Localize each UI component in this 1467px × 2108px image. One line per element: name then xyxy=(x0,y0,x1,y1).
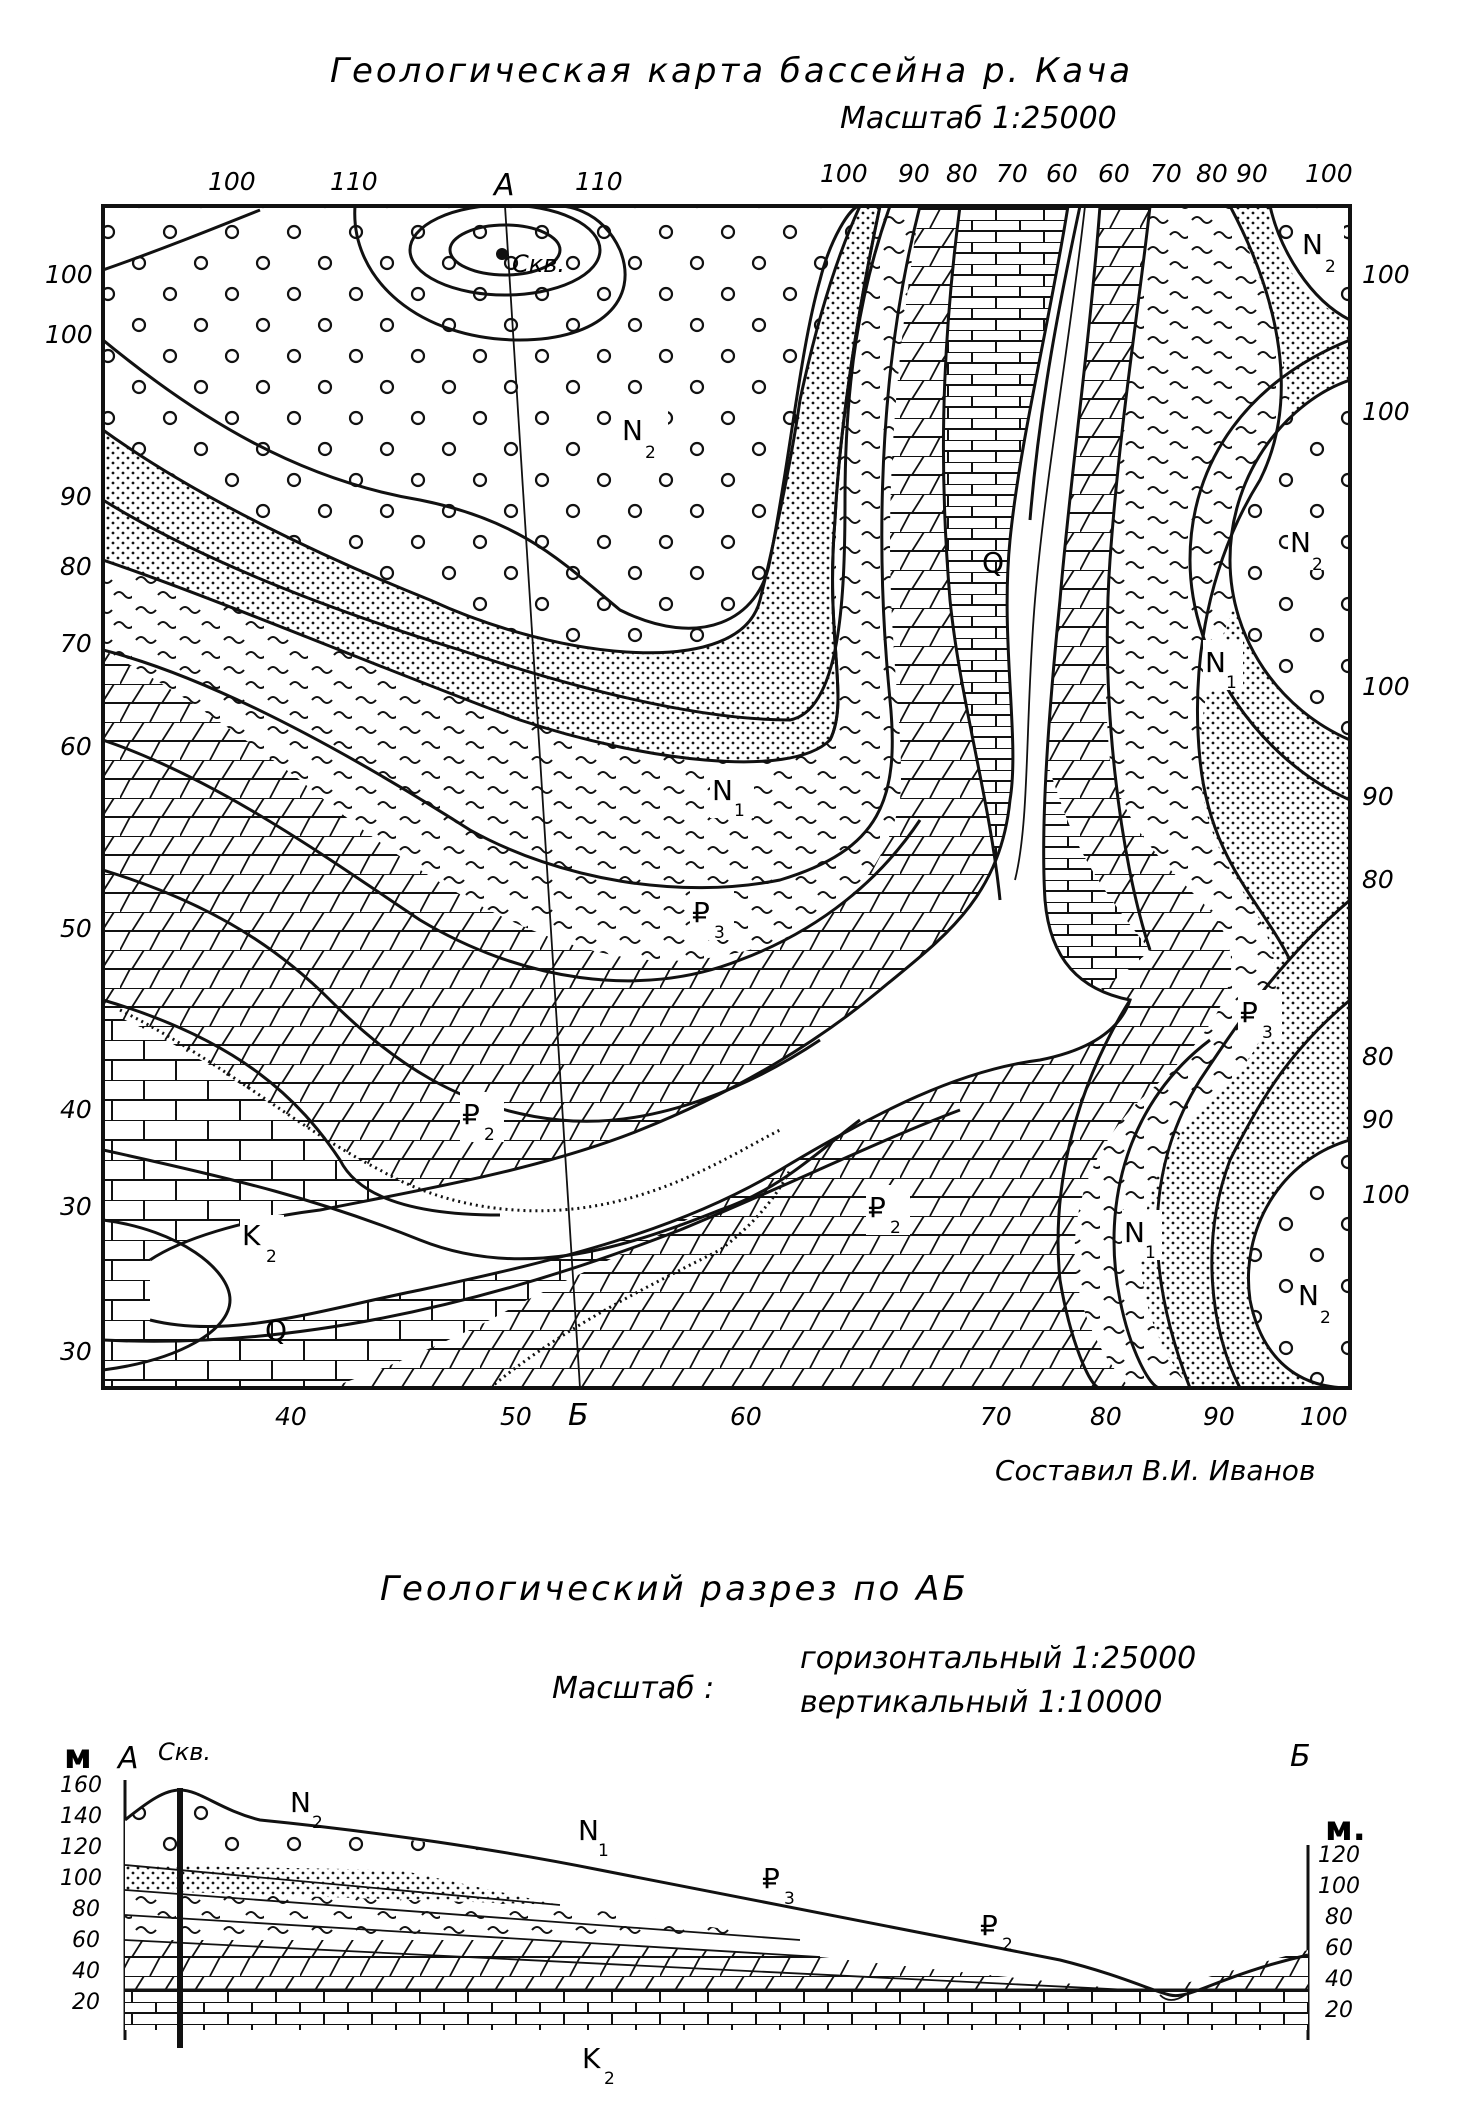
svg-text:N: N xyxy=(712,774,733,807)
svg-text:N: N xyxy=(1302,228,1323,261)
svg-text:N: N xyxy=(622,414,643,447)
tick-left-3: 90 xyxy=(60,482,92,511)
tick-top-11: 80 xyxy=(1196,159,1228,188)
svg-text:1: 1 xyxy=(734,801,745,821)
tick-top-3: 110 xyxy=(575,167,623,196)
tick-top-4: 100 xyxy=(820,159,868,188)
section-label-k2 xyxy=(582,2042,615,2089)
section-tick-right-6: 20 xyxy=(1325,1998,1353,2023)
section-unit-left: м xyxy=(64,1737,92,1777)
svg-text:2: 2 xyxy=(1312,555,1323,575)
section-scale-label: Масштаб : xyxy=(552,1671,715,1706)
tick-right-1: 100 xyxy=(1362,260,1410,289)
section-tick-left-1: 160 xyxy=(60,1773,102,1798)
svg-text:2: 2 xyxy=(645,443,656,463)
section-unit-right: м. xyxy=(1325,1809,1366,1849)
section-point-b: Б xyxy=(1290,1739,1311,1774)
section-tick-right-3: 80 xyxy=(1325,1905,1353,1930)
tick-top-12: 90 xyxy=(1236,159,1268,188)
tick-right-4: 90 xyxy=(1362,782,1394,811)
tick-left-10: 30 xyxy=(60,1337,92,1366)
tick-left-4: 80 xyxy=(60,552,92,581)
section-tick-left-2: 140 xyxy=(60,1804,102,1829)
tick-bottom-4: 70 xyxy=(980,1402,1012,1431)
svg-text:N: N xyxy=(1298,1279,1319,1312)
section-borehole-label: Скв. xyxy=(158,1738,212,1766)
tick-left-8: 40 xyxy=(60,1095,92,1124)
svg-text:2: 2 xyxy=(312,1813,323,1833)
tick-left-5: 70 xyxy=(60,629,92,658)
tick-top-7: 70 xyxy=(996,159,1028,188)
point-a-label: А xyxy=(494,168,515,203)
section-scale-vertical: вертикальный 1:10000 xyxy=(800,1685,1163,1720)
tick-top-10: 70 xyxy=(1150,159,1182,188)
section-label-n1 xyxy=(578,1814,609,1861)
svg-text:N: N xyxy=(1124,1216,1145,1249)
svg-text:2: 2 xyxy=(1325,257,1336,277)
tick-bottom-1: 40 xyxy=(275,1402,307,1431)
borehole-label: Скв. xyxy=(512,250,566,278)
tick-left-6: 60 xyxy=(60,732,92,761)
svg-text:2: 2 xyxy=(484,1125,495,1145)
svg-text:2: 2 xyxy=(266,1247,277,1267)
svg-text:₽: ₽ xyxy=(868,1191,886,1224)
section-tick-right-4: 60 xyxy=(1325,1936,1353,1961)
svg-text:K: K xyxy=(242,1219,261,1252)
svg-text:2: 2 xyxy=(1002,1935,1013,1955)
svg-text:3: 3 xyxy=(714,923,725,943)
svg-text:3: 3 xyxy=(1262,1023,1273,1043)
svg-text:1: 1 xyxy=(1145,1243,1156,1263)
tick-top-6: 80 xyxy=(946,159,978,188)
svg-text:2: 2 xyxy=(1320,1308,1331,1328)
tick-bottom-7: 100 xyxy=(1300,1402,1348,1431)
svg-text:N: N xyxy=(1290,526,1311,559)
tick-left-7: 50 xyxy=(60,914,92,943)
svg-text:K: K xyxy=(582,2042,601,2075)
tick-top-13: 100 xyxy=(1305,159,1353,188)
svg-text:N: N xyxy=(1205,646,1226,679)
tick-top-9: 60 xyxy=(1098,159,1130,188)
svg-text:N: N xyxy=(578,1814,599,1847)
tick-bottom-6: 90 xyxy=(1203,1402,1235,1431)
svg-text:N: N xyxy=(290,1786,311,1819)
tick-top-8: 60 xyxy=(1046,159,1078,188)
map-author: Составил В.И. Иванов xyxy=(995,1454,1316,1487)
tick-right-8: 100 xyxy=(1362,1180,1410,1209)
section-tick-left-4: 100 xyxy=(60,1866,102,1891)
tick-right-2: 100 xyxy=(1362,397,1410,426)
section-tick-right-1: 120 xyxy=(1318,1843,1360,1868)
section-tick-left-8: 20 xyxy=(72,1990,100,2015)
tick-right-3: 100 xyxy=(1362,672,1410,701)
tick-left-9: 30 xyxy=(60,1192,92,1221)
map-scale: Масштаб 1:25000 xyxy=(840,101,1117,136)
tick-left-1: 100 xyxy=(45,260,93,289)
tick-right-6: 80 xyxy=(1362,1042,1394,1071)
formation-label-n2-east xyxy=(1288,520,1332,575)
section-tick-left-5: 80 xyxy=(72,1897,100,1922)
svg-text:1: 1 xyxy=(1226,673,1237,693)
tick-bottom-5: 80 xyxy=(1090,1402,1122,1431)
tick-left-2: 100 xyxy=(45,320,93,349)
svg-text:₽: ₽ xyxy=(1240,996,1258,1029)
formation-label-p2-center xyxy=(866,1185,910,1238)
section-tick-left-7: 40 xyxy=(72,1959,100,1984)
map-title: Геологическая карта бассейна р. Кача xyxy=(330,51,1134,91)
tick-top-2: 110 xyxy=(330,167,378,196)
section-point-a: А xyxy=(118,1741,139,1776)
formation-label-n1-east xyxy=(1203,640,1243,693)
tick-right-7: 90 xyxy=(1362,1105,1394,1134)
section-tick-left-3: 120 xyxy=(60,1835,102,1860)
formation-label-k2 xyxy=(240,1215,284,1267)
section-layers xyxy=(125,1790,1308,2030)
tick-bottom-2: 50 xyxy=(500,1402,532,1431)
section-tick-right-5: 40 xyxy=(1325,1967,1353,1992)
formation-label-n2-se xyxy=(1296,1275,1340,1328)
formation-label-q-north: Q xyxy=(982,546,1005,579)
section-title: Геологический разрез по АБ xyxy=(380,1569,969,1609)
svg-text:3: 3 xyxy=(784,1889,795,1909)
point-b-label: Б xyxy=(568,1398,589,1433)
formation-label-q-south: Q xyxy=(265,1314,288,1347)
svg-text:₽: ₽ xyxy=(692,896,710,929)
formation-label-n1-se xyxy=(1122,1210,1162,1263)
svg-text:₽: ₽ xyxy=(980,1909,998,1942)
svg-text:₽: ₽ xyxy=(462,1098,480,1131)
svg-text:1: 1 xyxy=(598,1841,609,1861)
tick-top-5: 90 xyxy=(898,159,930,188)
tick-bottom-3: 60 xyxy=(730,1402,762,1431)
tick-top-1: 100 xyxy=(208,167,256,196)
section-tick-left-6: 60 xyxy=(72,1928,100,1953)
tick-right-5: 80 xyxy=(1362,865,1394,894)
borehole-marker xyxy=(496,248,508,260)
formation-label-p2-west xyxy=(460,1092,504,1145)
formation-label-p3-east xyxy=(1238,990,1282,1043)
svg-text:2: 2 xyxy=(890,1218,901,1238)
formation-label-n2-north xyxy=(618,408,668,463)
section-layer-k2 xyxy=(125,1990,1308,2030)
formation-label-n1-center xyxy=(710,768,754,821)
formation-label-n2-ne xyxy=(1300,222,1344,277)
section-scale-horizontal: горизонтальный 1:25000 xyxy=(800,1641,1197,1676)
svg-text:₽: ₽ xyxy=(762,1862,780,1895)
svg-text:2: 2 xyxy=(604,2069,615,2089)
formation-label-p3-center xyxy=(690,890,734,943)
section-tick-right-2: 100 xyxy=(1318,1874,1360,1899)
